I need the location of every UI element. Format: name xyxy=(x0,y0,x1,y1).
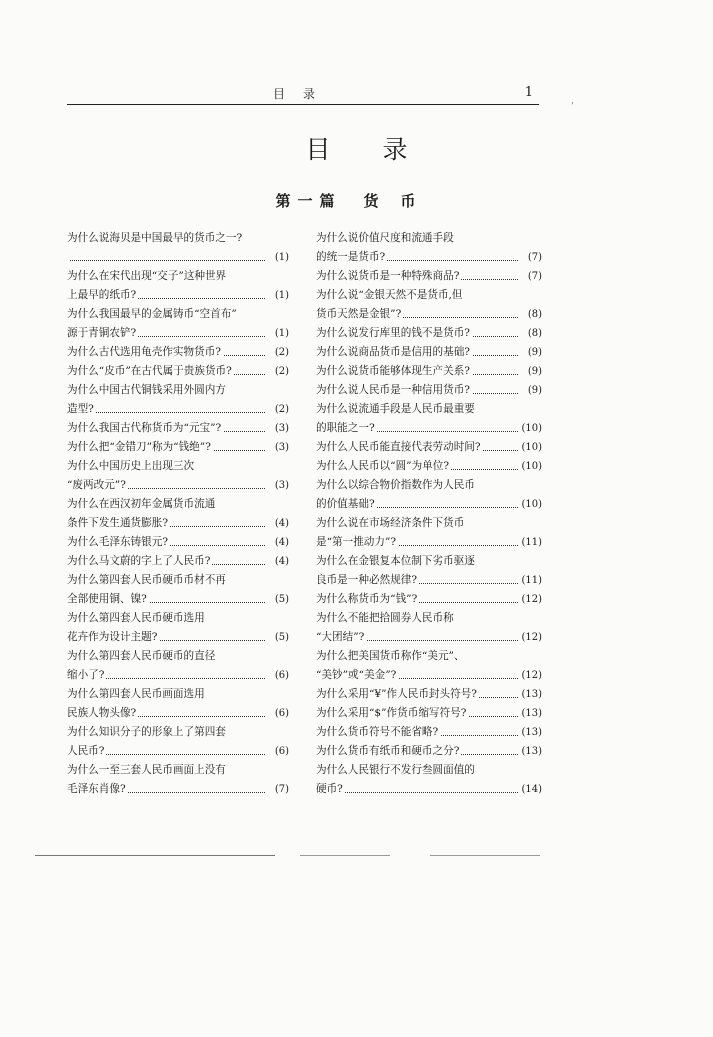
toc-page-number: (3) xyxy=(273,476,289,495)
toc-page-number: (11) xyxy=(519,533,542,552)
toc-page-number: (4) xyxy=(273,514,289,533)
toc-line xyxy=(316,723,542,742)
toc-page-number: (2) xyxy=(273,362,289,381)
toc-line xyxy=(67,305,289,324)
part-heading xyxy=(0,190,713,211)
toc-entry-text xyxy=(67,251,69,263)
toc-line xyxy=(67,229,289,248)
toc-entry-text: 为什么说货币是一种特殊商品? xyxy=(316,270,460,282)
toc-page-number: (2) xyxy=(273,400,289,419)
toc-line xyxy=(67,400,289,419)
toc-entry-text: 为什么人民币以“圆”为单位? xyxy=(316,460,450,472)
toc-line xyxy=(67,362,289,381)
toc-entry-text: 硬币? xyxy=(316,783,343,795)
toc-entry-text: 人民币? xyxy=(67,745,105,757)
toc-line xyxy=(67,704,289,723)
toc-entry-text: 为什么在金银复本位制下劣币驱逐 xyxy=(316,555,475,567)
toc-line xyxy=(316,552,542,571)
toc-line xyxy=(67,533,289,552)
toc-entry-text: 为什么说发行库里的钱不是货币? xyxy=(316,327,470,339)
toc-page-number: (13) xyxy=(519,723,542,742)
toc-entry-text: 为什么古代选用龟壳作实物货币? xyxy=(67,346,221,358)
toc-line xyxy=(67,571,289,590)
toc-entry-text: 为什么中国历史上出现三次 xyxy=(67,460,195,472)
toc-line xyxy=(316,400,542,419)
toc-entry-text: 为什么我国古代称货币为“元宝”? xyxy=(67,422,222,434)
toc-entry-text: 为什么把“金错刀”称为“钱绝”? xyxy=(67,441,211,453)
toc-line xyxy=(67,761,289,780)
toc-line xyxy=(316,438,542,457)
toc-line xyxy=(67,476,289,495)
toc-page-number: (12) xyxy=(519,590,542,609)
toc-entry-text: 毛泽东肖像? xyxy=(67,783,126,795)
toc-line xyxy=(316,780,542,799)
toc-entry-text: “废两改元”? xyxy=(67,479,126,491)
toc-entry-text: 的价值基础? xyxy=(316,498,375,510)
toc-entry-text: “大团结”? xyxy=(316,631,365,643)
toc-page-number: (1) xyxy=(273,324,289,343)
toc-entry-text: 为什么货币符号不能省略? xyxy=(316,726,439,738)
footer-rule xyxy=(35,855,275,856)
toc-page-number: (5) xyxy=(273,590,289,609)
toc-line xyxy=(316,761,542,780)
toc-entry-text: 为什么以综合物价指数作为人民币 xyxy=(316,479,475,491)
toc-page-number: (12) xyxy=(519,628,542,647)
toc-line xyxy=(67,742,289,761)
toc-entry-text: 全部使用铜、镍? xyxy=(67,593,147,605)
toc-entry-text: 为什么说海贝是中国最早的货币之一? xyxy=(67,232,243,244)
toc-line xyxy=(67,666,289,685)
toc-page-number: (12) xyxy=(519,666,542,685)
toc-page-number: (13) xyxy=(519,704,542,723)
toc-line xyxy=(67,685,289,704)
toc-line xyxy=(67,457,289,476)
toc-page-number: (3) xyxy=(273,419,289,438)
page-title: 目录 xyxy=(305,135,460,164)
toc-page-number: (10) xyxy=(519,495,542,514)
toc-entry-text: 为什么说人民币是一种信用货币? xyxy=(316,384,470,396)
toc-entry-text: 的统一是货币? xyxy=(316,251,386,263)
toc-line xyxy=(316,742,542,761)
toc-entry-text: 为什么第四套人民币画面选用 xyxy=(67,688,205,700)
toc-column-right xyxy=(316,229,542,799)
toc-entry-text: 为什么第四套人民币硬币选用 xyxy=(67,612,205,624)
toc-line xyxy=(67,286,289,305)
toc-line xyxy=(316,704,542,723)
toc-page-number: (4) xyxy=(273,552,289,571)
toc-line xyxy=(67,780,289,799)
toc-entry-text: 造型? xyxy=(67,403,94,415)
toc-line xyxy=(316,533,542,552)
toc-line xyxy=(316,248,542,267)
toc-page-number: (13) xyxy=(519,742,542,761)
toc-page-number: (9) xyxy=(526,362,542,381)
toc-column-left xyxy=(67,229,289,799)
toc-page-number: (1) xyxy=(273,248,289,267)
toc-page-number: (13) xyxy=(519,685,542,704)
toc-line xyxy=(67,628,289,647)
toc-entry-text: 为什么第四套人民币硬币币材不再 xyxy=(67,574,226,586)
toc-page-number: (6) xyxy=(273,742,289,761)
toc-line xyxy=(316,381,542,400)
toc-page-number: (9) xyxy=(526,381,542,400)
toc-page-number: (9) xyxy=(526,343,542,362)
toc-entry-text: 为什么不能把拾圆券人民币称 xyxy=(316,612,454,624)
running-head-title: 目录 xyxy=(272,87,333,101)
toc-line xyxy=(316,628,542,647)
toc-page-number: (11) xyxy=(519,571,542,590)
toc-line xyxy=(316,324,542,343)
toc-page-number: (7) xyxy=(273,780,289,799)
toc-entry-text: 为什么说货币能够体现生产关系? xyxy=(316,365,470,377)
header-rule xyxy=(67,104,539,105)
toc-line xyxy=(67,609,289,628)
toc-entry-text: 良币是一种必然规律? xyxy=(316,574,418,586)
toc-page-number: (6) xyxy=(273,704,289,723)
toc-line xyxy=(316,267,542,286)
scan-speck: , xyxy=(571,95,575,106)
toc-line xyxy=(67,495,289,514)
toc-line xyxy=(316,571,542,590)
toc-line xyxy=(67,723,289,742)
toc-entry-text: 为什么称货币为“钱”? xyxy=(316,593,418,605)
toc-entry-text: 为什么马文蔚的字上了人民币? xyxy=(67,555,211,567)
page-number: 1 xyxy=(524,85,533,100)
toc-entry-text: 为什么货币有纸币和硬币之分? xyxy=(316,745,460,757)
toc-entry-text: 为什么毛泽东铸银元? xyxy=(67,536,169,548)
toc-line xyxy=(67,438,289,457)
toc-entry-text: 民族人物头像? xyxy=(67,707,137,719)
toc-line xyxy=(67,248,289,267)
toc-line xyxy=(316,685,542,704)
toc-line xyxy=(67,324,289,343)
footer-rule xyxy=(430,855,540,856)
toc-entry-text: 为什么人民币能直接代表劳动时间? xyxy=(316,441,481,453)
toc-entry-text: 为什么说商品货币是信用的基础? xyxy=(316,346,470,358)
toc-entry-text: 为什么“皮币”在古代属于贵族货币? xyxy=(67,365,232,377)
toc-entry-text: 为什么第四套人民币硬币的直径 xyxy=(67,650,216,662)
toc-entry-text: 的职能之一? xyxy=(316,422,375,434)
toc-line xyxy=(316,362,542,381)
toc-entry-text: 缩小了? xyxy=(67,669,105,681)
toc-page-number: (8) xyxy=(526,324,542,343)
footer-rule xyxy=(300,855,390,856)
toc-entry-text: 货币天然是金银”? xyxy=(316,308,402,320)
toc-page-number: (10) xyxy=(519,438,542,457)
toc-entry-text: 为什么一至三套人民币画面上没有 xyxy=(67,764,226,776)
toc-page-number: (5) xyxy=(273,628,289,647)
toc-line xyxy=(316,495,542,514)
toc-entry-text: 为什么我国最早的金属铸币“空首布” xyxy=(67,308,237,320)
toc-line xyxy=(316,305,542,324)
toc-entry-text: “美钞”或“美金”? xyxy=(316,669,397,681)
toc-entry-text: 为什么说在市场经济条件下货币 xyxy=(316,517,465,529)
toc-line xyxy=(316,590,542,609)
toc-entry-text: 为什么把美国货币称作“美元”、 xyxy=(316,650,465,662)
toc-line xyxy=(67,419,289,438)
toc-line xyxy=(316,419,542,438)
toc-entry-text: 为什么在西汉初年金属货币流通 xyxy=(67,498,216,510)
toc-entry-text: 是“第一推动力”? xyxy=(316,536,397,548)
toc-line xyxy=(67,590,289,609)
toc-line xyxy=(67,514,289,533)
toc-line xyxy=(67,343,289,362)
toc-line xyxy=(316,647,542,666)
toc-line xyxy=(67,552,289,571)
toc-line xyxy=(316,514,542,533)
toc-entry-text: 上最早的纸币? xyxy=(67,289,137,301)
toc-page-number: (2) xyxy=(273,343,289,362)
toc-entry-text: 条件下发生通货膨胀? xyxy=(67,517,169,529)
toc-page-number: (8) xyxy=(526,305,542,324)
toc-page-number: (1) xyxy=(273,286,289,305)
running-head xyxy=(67,85,539,105)
toc-page-number: (7) xyxy=(526,267,542,286)
toc-line xyxy=(316,457,542,476)
toc-entry-text: 为什么中国古代铜钱采用外圆内方 xyxy=(67,384,226,396)
toc-line xyxy=(67,267,289,286)
toc-entry-text: 为什么知识分子的形象上了第四套 xyxy=(67,726,226,738)
toc-line xyxy=(67,381,289,400)
toc-page-number: (6) xyxy=(273,666,289,685)
toc-entry-text: 为什么采用“$”作货币缩写符号? xyxy=(316,707,467,719)
toc-entry-text: 花卉作为设计主题? xyxy=(67,631,158,643)
toc-entry-text: 为什么在宋代出现“交子”这种世界 xyxy=(67,270,227,282)
part-number: 第一篇 xyxy=(275,192,342,210)
toc-page-number: (14) xyxy=(519,780,542,799)
toc-entry-text: 为什么说流通手段是人民币最重要 xyxy=(316,403,475,415)
toc-line xyxy=(316,286,542,305)
toc-entry-text: 为什么说价值尺度和流通手段 xyxy=(316,232,454,244)
toc-entry-text: 为什么人民银行不发行叁圆面值的 xyxy=(316,764,475,776)
toc-line xyxy=(316,666,542,685)
toc-page-number: (4) xyxy=(273,533,289,552)
toc-entry-text: 为什么采用“¥”作人民币封头符号? xyxy=(316,688,477,700)
toc-page-number: (10) xyxy=(519,419,542,438)
toc-page-number: (3) xyxy=(273,438,289,457)
toc-page-number: (7) xyxy=(526,248,542,267)
toc-page-number: (10) xyxy=(519,457,542,476)
toc-line xyxy=(316,476,542,495)
toc-line xyxy=(316,343,542,362)
toc-entry-text: 为什么说“金银天然不是货币,但 xyxy=(316,289,463,301)
toc-entry-text: 源于青铜农铲? xyxy=(67,327,137,339)
toc-line xyxy=(316,609,542,628)
toc-line xyxy=(67,647,289,666)
toc-line xyxy=(316,229,542,248)
part-name: 货币 xyxy=(363,192,438,210)
